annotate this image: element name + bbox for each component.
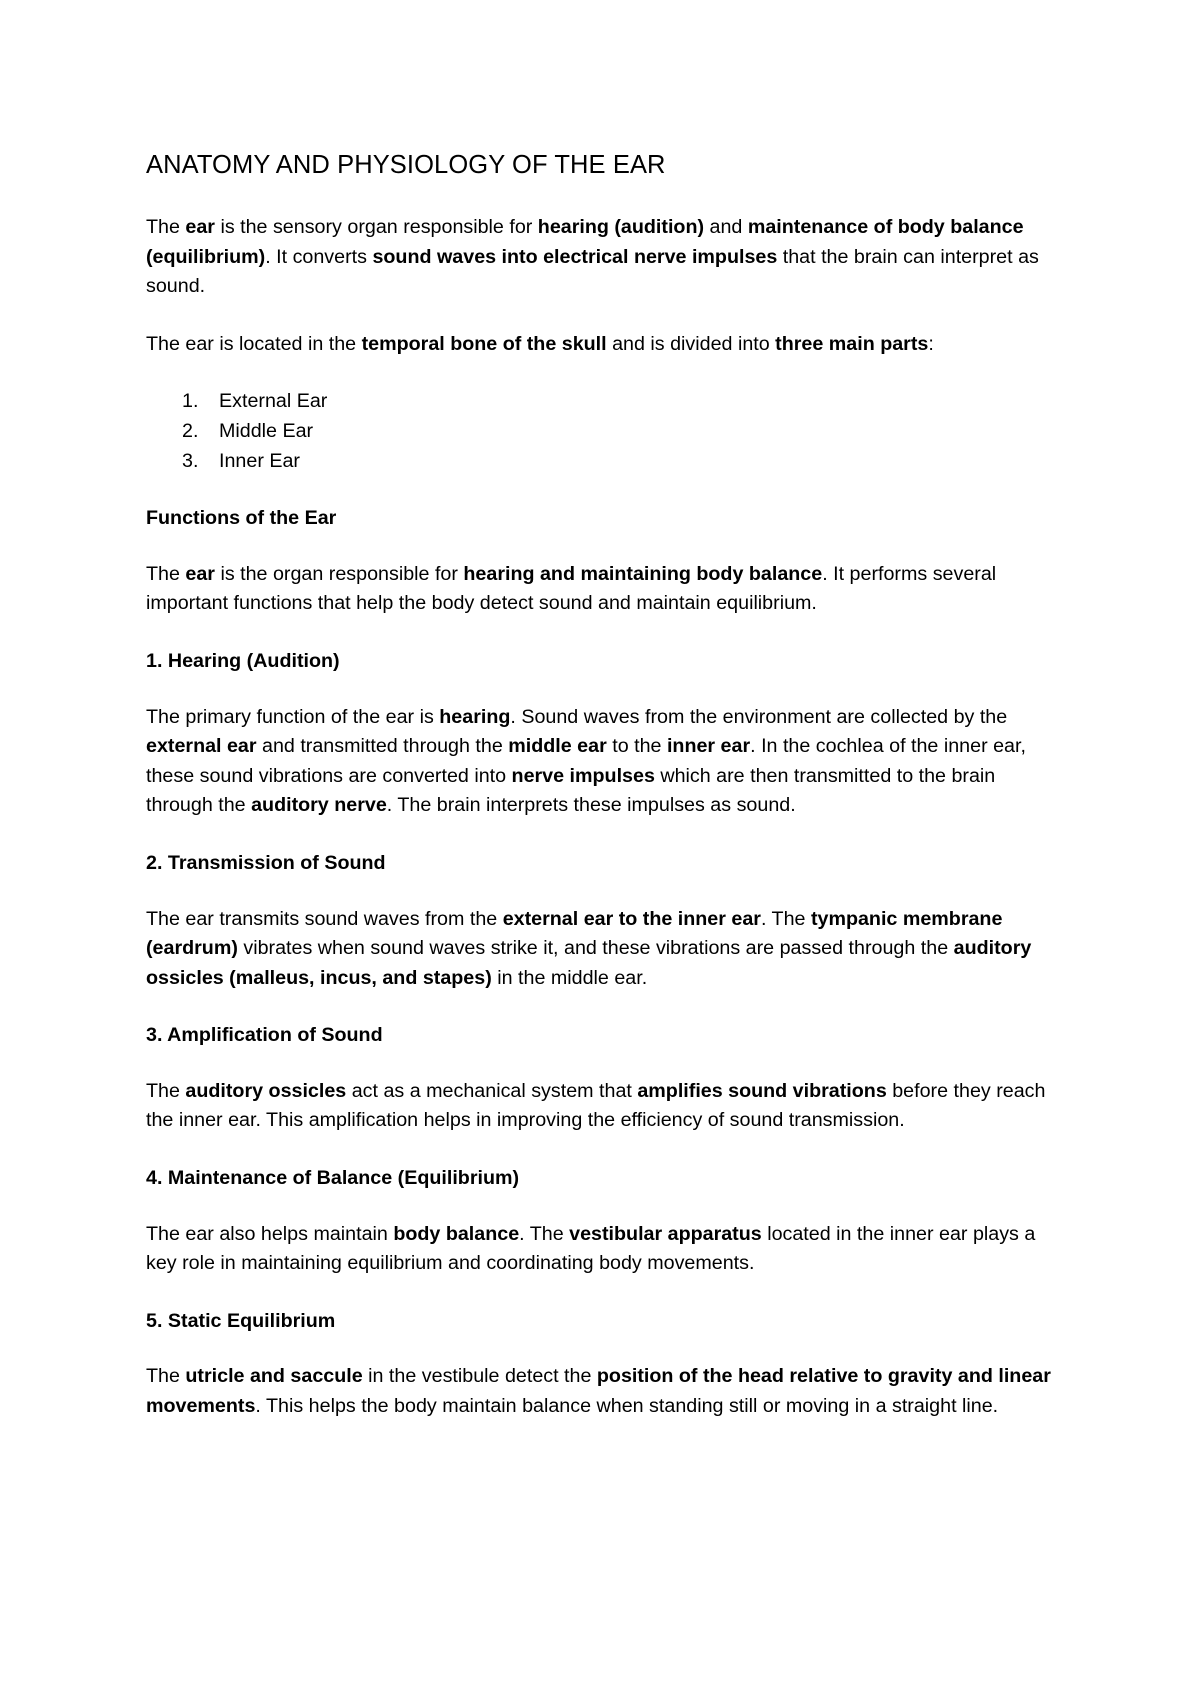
text-run: . In the cochlea of the inner ear, these sound vibrations are converted into — [146, 735, 1026, 787]
bold-term: hearing and maintaining body balance — [463, 562, 823, 585]
text-run: The ear also helps maintain — [146, 1222, 394, 1245]
bold-term: hearing (audition) — [537, 216, 705, 238]
text-run: The primary function of the ear is — [146, 705, 440, 728]
text-run: and transmitted through the — [256, 735, 509, 758]
text-run: . It performs several important functions that help the body detect sound and maintain equilibrium. — [146, 562, 997, 615]
list-label: Middle Ear — [219, 419, 314, 442]
text-run: The ear is located in the — [146, 332, 362, 355]
list-label: External Ear — [219, 390, 328, 413]
bold-term: auditory ossicles — [185, 1079, 347, 1102]
text-run: The — [146, 1079, 186, 1102]
text-run: and is divided into — [606, 332, 776, 355]
bold-term: three main parts — [775, 332, 929, 355]
text-run: . Sound waves from the environment are collected by the — [510, 705, 1008, 728]
balance-paragraph — [146, 1220, 1066, 1279]
text-run: act as a mechanical system that — [346, 1079, 638, 1102]
bold-term: hearing — [439, 705, 511, 728]
functions-paragraph — [146, 560, 1066, 619]
text-run: is the sensory organ responsible for — [214, 216, 538, 238]
text-run: and — [704, 216, 748, 238]
list-item — [146, 417, 1066, 447]
bold-term: ear — [185, 562, 215, 585]
text-run: . The — [760, 907, 811, 930]
document-page — [146, 148, 1066, 1422]
text-run: The ear transmits sound waves from the — [146, 907, 503, 930]
text-run: is the organ responsible for — [214, 562, 464, 585]
bold-term: utricle and saccule — [185, 1365, 363, 1388]
section-heading-static: 5. Static Equilibrium — [146, 1309, 336, 1332]
bold-term: position of the head relative to gravity and linear movements — [146, 1365, 1051, 1418]
bold-term: ear — [185, 216, 215, 238]
bold-term: auditory ossicles (malleus, incus, and stapes) — [146, 937, 1032, 989]
list-item — [146, 447, 1066, 477]
section-heading-amplification: 3. Amplification of Sound — [146, 1024, 383, 1047]
bold-term: temporal bone of the skull — [361, 332, 607, 355]
list-label: Inner Ear — [219, 449, 300, 472]
list-item — [146, 387, 1066, 417]
section-heading-hearing: 1. Hearing (Audition) — [146, 649, 340, 672]
bold-term: external ear — [146, 735, 257, 758]
bold-term: maintenance of body balance (equilibrium) — [146, 216, 1024, 268]
bold-term: nerve impulses — [511, 764, 655, 787]
text-run: . The brain interprets these impulses as sound. — [386, 794, 796, 817]
text-run: located in the inner ear plays a key role in maintaining equilibrium and coordinating body movements. — [146, 1222, 1036, 1275]
ear-parts-list — [146, 387, 1066, 476]
section-heading-transmission: 2. Transmission of Sound — [146, 851, 386, 874]
amplification-paragraph — [146, 1077, 1066, 1136]
list-number: 2. — [182, 419, 199, 442]
bold-term: external ear to the inner ear — [502, 907, 761, 930]
text-run: The — [146, 216, 186, 238]
bold-term: amplifies sound vibrations — [637, 1079, 887, 1102]
text-run: in the vestibule detect the — [362, 1365, 597, 1388]
intro-paragraph — [146, 213, 1066, 302]
text-run: vibrates when sound waves strike it, and these vibrations are passed through the — [237, 937, 954, 960]
page-title: ANATOMY AND PHYSIOLOGY OF THE EAR — [146, 151, 666, 179]
bold-term: sound waves into electrical nerve impulses — [372, 245, 778, 268]
hearing-paragraph — [146, 703, 1066, 821]
bold-term: auditory nerve — [251, 794, 387, 817]
bold-term: tympanic membrane (eardrum) — [146, 907, 1003, 960]
text-run: The — [146, 562, 186, 585]
text-run: that the brain can interpret as sound. — [146, 245, 1039, 298]
text-run: to the — [606, 735, 667, 758]
text-run: . This helps the body maintain balance when standing still or moving in a straight line. — [255, 1395, 999, 1418]
text-run: . The — [519, 1222, 570, 1245]
list-number: 1. — [182, 390, 199, 413]
text-run: The — [146, 1365, 186, 1388]
transmission-paragraph — [146, 905, 1066, 994]
section-heading-balance: 4. Maintenance of Balance (Equilibrium) — [146, 1167, 520, 1190]
text-run: which are then transmitted to the brain through the — [146, 764, 996, 817]
location-paragraph — [146, 330, 1066, 360]
static-paragraph — [146, 1362, 1066, 1421]
bold-term: body balance — [393, 1222, 520, 1245]
section-heading-functions: Functions of the Ear — [146, 507, 337, 530]
bold-term: vestibular apparatus — [569, 1222, 762, 1245]
text-run: : — [928, 332, 934, 355]
list-number: 3. — [182, 449, 199, 472]
text-run: before they reach the inner ear. This amplification helps in improving the efficiency of sound transmission. — [146, 1079, 1046, 1132]
bold-term: inner ear — [666, 735, 751, 758]
text-run: . It converts — [265, 245, 373, 268]
text-run: in the middle ear. — [491, 966, 648, 989]
bold-term: middle ear — [508, 735, 607, 758]
